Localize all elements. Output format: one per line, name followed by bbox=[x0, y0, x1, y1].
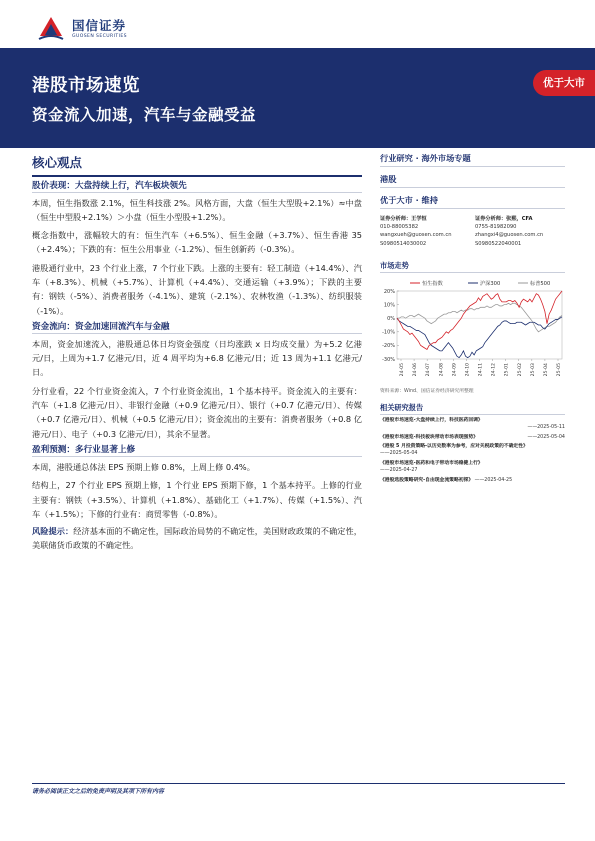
rating-label: 优于大市 · 维持 bbox=[380, 194, 565, 209]
related-report[interactable] bbox=[380, 434, 565, 441]
block-fund-flow bbox=[32, 321, 362, 441]
block-performance bbox=[32, 180, 362, 318]
report-subtitle: 资金流入加速，汽车与金融受益 bbox=[32, 106, 257, 124]
related-report[interactable] bbox=[380, 477, 565, 484]
analyst-card bbox=[475, 215, 565, 248]
series-line bbox=[397, 317, 562, 358]
report-category: 行业研究 · 海外市场专题 bbox=[380, 152, 565, 167]
related-report-title[interactable]: 《港股市场速览-科技板块带动市场表现强势》 bbox=[380, 434, 478, 440]
analyst-phone: 010-88005382 bbox=[380, 224, 419, 231]
analyst-name: 证券分析师：王学恒 bbox=[380, 216, 427, 222]
related-report-date: ——2025-05-04 bbox=[527, 434, 565, 440]
paragraph: 港股通行业中，23 个行业上涨，7 个行业下跌。上涨的主要有：轻工制造（+14.4%）、汽车（+8.3%）、机械（+5.7%）、计算机（+4.4%）、交通运输（+3.9%）；下跌的主要有：钢铁（-5%）、消费者服务（-4.1%）、建筑（-2.1%）、农林牧渔（-1.3%）、纺织服装（-1%）。 bbox=[32, 262, 362, 316]
related-report-title[interactable]: 《港股市场速览-大盘持续上行，科技医药回调》 bbox=[380, 417, 483, 423]
main-content bbox=[32, 152, 362, 553]
x-tick-label: 24-06 bbox=[413, 362, 419, 377]
y-tick-label: 0% bbox=[387, 315, 395, 322]
related-heading: 相关研究报告 bbox=[380, 402, 565, 415]
legend-label: 沪深300 bbox=[480, 280, 501, 287]
risk-text: 经济基本面的不确定性，国际政治局势的不确定性，美国财政政策的不确定性，美联储货币政策的不确定性。 bbox=[32, 526, 362, 551]
series-line bbox=[397, 291, 562, 349]
y-tick-label: -20% bbox=[382, 343, 395, 350]
title-banner bbox=[0, 48, 595, 148]
analyst-cert: S0980522040001 bbox=[475, 240, 522, 247]
x-tick-label: 24-10 bbox=[465, 362, 471, 377]
analyst-email[interactable]: wangxueh@guosen.com.cn bbox=[380, 232, 452, 239]
x-tick-label: 25-01 bbox=[504, 362, 510, 377]
risk-warning bbox=[32, 524, 362, 553]
footer-disclaimer: 请务必阅读正文之后的免责声明及其项下所有内容 bbox=[32, 788, 165, 795]
market-trend-chart bbox=[380, 275, 565, 387]
analyst-name: 证券分析师：张熙，CFA bbox=[475, 216, 533, 222]
block-heading: 盈利预测：多行业显著上修 bbox=[32, 444, 362, 457]
risk-label: 风险提示： bbox=[32, 526, 74, 537]
analyst-email[interactable]: zhangxi4@guosen.com.cn bbox=[475, 232, 544, 239]
x-tick-label: 25-03 bbox=[530, 362, 536, 377]
legend-label: 标普500 bbox=[530, 280, 551, 287]
logo-mark-icon bbox=[36, 14, 66, 44]
chart-source: 资料来源：Wind、国信证券经济研究所整理 bbox=[380, 388, 474, 394]
related-report-date: ——2025-05-11 bbox=[527, 425, 565, 431]
sidebar bbox=[380, 152, 565, 484]
block-heading: 股价表现：大盘持续上行，汽车板块领先 bbox=[32, 180, 362, 193]
block-earnings bbox=[32, 444, 362, 521]
paragraph: 分行业看，22 个行业资金流入，7 个行业资金流出，1 个基本持平。资金流入的主要有：汽车（+1.8 亿港元/日）、非银行金融（+0.9 亿港元/日）、银行（+0.7 亿港元/日）、传媒（+0.7 亿港元/日）、机械（+0.5 亿港元/日）；资金流出的主要有：消费者服务（+0.8 亿港元/日）、电子（+0.3 亿港元/日），其余不显著。 bbox=[32, 385, 362, 439]
analyst-cert: S0980514030002 bbox=[380, 240, 427, 247]
series-line bbox=[397, 303, 562, 332]
section-divider bbox=[32, 175, 362, 177]
x-tick-label: 24-08 bbox=[439, 362, 445, 377]
chart-svg bbox=[380, 275, 565, 387]
y-tick-label: -30% bbox=[382, 356, 395, 363]
x-tick-label: 24-07 bbox=[426, 362, 432, 377]
section-title: 核心观点 bbox=[32, 155, 83, 170]
legend-label: 恒生指数 bbox=[422, 280, 443, 287]
block-heading: 资金流向：资金加速回流汽车与金融 bbox=[32, 321, 362, 334]
y-tick-label: 10% bbox=[383, 302, 395, 309]
related-report-title[interactable]: 《港股选股策略研究-自由现金流策略初探》 bbox=[380, 477, 474, 483]
related-report-date: ——2025-05-04 bbox=[380, 451, 418, 457]
related-report[interactable] bbox=[380, 460, 565, 475]
report-title: 港股市场速览 bbox=[32, 76, 140, 96]
logo-english-name: GUOSEN SECURITIES bbox=[72, 34, 127, 39]
x-tick-label: 24-12 bbox=[491, 362, 497, 377]
logo-chinese-name: 国信证券 bbox=[72, 18, 127, 33]
x-tick-label: 24-09 bbox=[452, 362, 458, 377]
related-report[interactable] bbox=[380, 443, 565, 458]
paragraph: 概念指数中，涨幅较大的有：恒生汽车（+6.5%）、恒生金融（+3.7%）、恒生香港 35（+2.4%）；下跌的有：恒生公用事业（-1.2%）、恒生创新药（-0.3%）。 bbox=[32, 230, 362, 255]
market-label: 港股 bbox=[380, 173, 565, 188]
paragraph: 本周，资金加速流入，港股通总体日均资金强度（日均涨跌 x 日均成交量）为+5.2 亿港元/日，上周为+1.7 亿港元/日，近 4 周平均为+6.8 亿港元/日；近 13 周为+1.1 亿港元/日。 bbox=[32, 338, 362, 378]
related-report-title[interactable]: 《港股市场速览-医药和电子带动市场稳健上行》 bbox=[380, 460, 483, 466]
y-tick-label: 20% bbox=[383, 288, 395, 295]
page-footer bbox=[32, 783, 565, 797]
related-report-date: ——2025-04-25 bbox=[474, 477, 513, 483]
related-report-title[interactable]: 《港股 5 月投资策略-以历史数率为参考，应对关税政策的不确定性》 bbox=[380, 444, 528, 450]
paragraph: 本周，港股通总体法 EPS 预期上修 0.8%，上周上修 0.4%。 bbox=[32, 461, 255, 472]
y-tick-label: -10% bbox=[382, 329, 395, 336]
related-report[interactable] bbox=[380, 417, 565, 432]
analyst-list bbox=[380, 215, 565, 248]
paragraph: 本周，恒生指数涨 2.1%，恒生科技涨 2%。风格方面，大盘（恒生大型股+2.1%）≈中盘（恒生中型股+2.1%）＞小盘（恒生小型股+1.2%）。 bbox=[32, 197, 362, 222]
x-tick-label: 24-11 bbox=[478, 362, 484, 377]
x-tick-label: 25-02 bbox=[517, 362, 523, 377]
paragraph: 结构上，27 个行业 EPS 预期上修，1 个行业 EPS 预期下修，1 个基本持平。上修的行业主要有：钢铁（+3.5%）、计算机（+1.8%）、基础化工（+1.7%）、传媒（+1.5%）、汽车（+1.5%）；下修的行业有：商贸零售（-0.8%）。 bbox=[32, 480, 362, 519]
rating-badge: 优于大市 bbox=[533, 70, 595, 96]
x-tick-label: 25-05 bbox=[557, 362, 562, 377]
analyst-card bbox=[380, 215, 470, 248]
company-logo bbox=[36, 12, 127, 46]
x-tick-label: 24-05 bbox=[400, 362, 405, 377]
related-report-date: ——2025-04-27 bbox=[380, 468, 418, 474]
x-tick-label: 25-04 bbox=[543, 362, 549, 377]
chart-heading: 市场走势 bbox=[380, 260, 565, 273]
analyst-phone: 0755-81982090 bbox=[475, 224, 517, 231]
